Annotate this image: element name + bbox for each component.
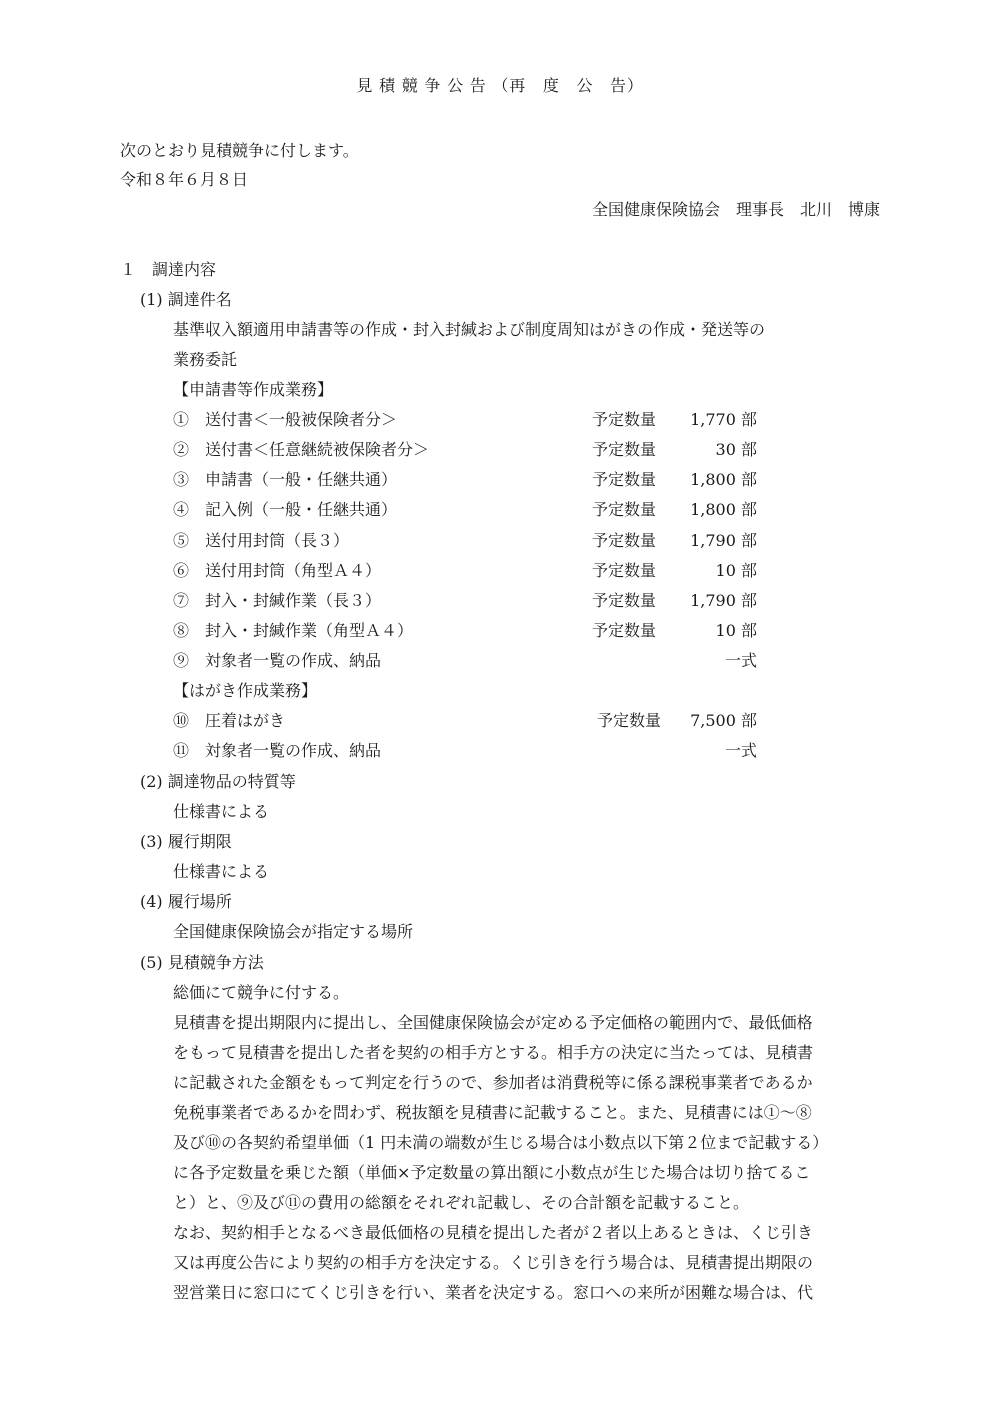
qty-value: 30 部 <box>715 440 757 459</box>
qty-value: 一式 <box>724 651 757 670</box>
paragraph-line: 翌営業日に窓口にてくじ引きを行い、業者を決定する。窓口への来所が困難な場合は、代 <box>173 1283 814 1302</box>
qty-value: 7,500 部 <box>690 711 757 730</box>
issuer-text: 全国健康保険協会 理事長 北川 博康 <box>591 200 880 219</box>
qty-value: 1,800 部 <box>690 470 757 489</box>
paragraph-line: をもって見積書を提出した者を契約の相手方とする。相手方の決定に当たっては、見積書 <box>173 1043 814 1062</box>
qty-value: 1,790 部 <box>690 531 757 550</box>
paragraph-line: 総価にて競争に付する。 <box>173 983 350 1002</box>
paragraph-line: 及び⑩の各契約希望単価（1 円未満の端数が生じる場合は小数点以下第２位まで記載する） <box>173 1133 829 1152</box>
item-label: ⑩ 圧着はがき <box>173 711 286 730</box>
group-heading: 【はがき作成業務】 <box>173 681 318 700</box>
paragraph-line: に各予定数量を乗じた額（単価×予定数量の算出額に小数点が生じた場合は切り捨てるこ <box>173 1163 811 1182</box>
paragraph-line: 見積書を提出期限内に提出し、全国健康保険協会が定める予定価格の範囲内で、最低価格 <box>173 1013 813 1032</box>
subsection-body: 仕様書による <box>173 862 270 881</box>
procurement-name: 業務委託 <box>173 350 238 369</box>
qty-label: 予定数量 <box>592 561 657 580</box>
item-label: ⑤ 送付用封筒（長３） <box>173 531 350 550</box>
paragraph-line: と）と、⑨及び⑪の費用の総額をそれぞれ記載し、その合計額を記載すること。 <box>173 1193 750 1212</box>
intro-text: 次のとおり見積競争に付します。 <box>120 141 359 160</box>
subsection-heading: (3) 履行期限 <box>140 832 232 851</box>
qty-value: 1,770 部 <box>690 410 757 429</box>
qty-label: 予定数量 <box>592 591 657 610</box>
group-heading: 【申請書等作成業務】 <box>173 380 334 399</box>
qty-label: 予定数量 <box>592 500 657 519</box>
item-label: ⑧ 封入・封緘作業（角型Ａ４） <box>173 621 414 640</box>
paragraph-line: 免税事業者であるかを問わず、税抜額を見積書に記載すること。また、見積書には①～⑧ <box>173 1103 812 1122</box>
qty-label: 予定数量 <box>592 470 657 489</box>
qty-value: 一式 <box>724 741 757 760</box>
qty-value: 1,800 部 <box>690 500 757 519</box>
item-label: ④ 記入例（一般・任継共通） <box>173 500 398 519</box>
subsection-heading: (2) 調達物品の特質等 <box>140 772 296 791</box>
subsection-body: 全国健康保険協会が指定する場所 <box>173 922 414 941</box>
item-label: ⑦ 封入・封緘作業（長３） <box>173 591 382 610</box>
qty-label: 予定数量 <box>592 531 657 550</box>
qty-label: 予定数量 <box>597 711 662 730</box>
qty-label: 予定数量 <box>592 621 657 640</box>
qty-label: 予定数量 <box>592 410 657 429</box>
page-title: 見 積 競 争 公 告 （再 度 公 告） <box>356 76 644 95</box>
subsection-heading: (4) 履行場所 <box>140 892 232 911</box>
qty-value: 10 部 <box>715 561 757 580</box>
item-label: ① 送付書＜一般被保険者分＞ <box>173 410 398 429</box>
item-label: ③ 申請書（一般・任継共通） <box>173 470 398 489</box>
paragraph-line: なお、契約相手となるべき最低価格の見積を提出した者が２者以上あるときは、くじ引き <box>173 1223 814 1242</box>
item-label: ⑨ 対象者一覧の作成、納品 <box>173 651 382 670</box>
qty-label: 予定数量 <box>592 440 657 459</box>
qty-value: 1,790 部 <box>690 591 757 610</box>
item-label: ⑪ 対象者一覧の作成、納品 <box>173 741 382 760</box>
subsection-heading: (5) 見積競争方法 <box>140 953 264 972</box>
item-label: ⑥ 送付用封筒（角型Ａ４） <box>173 561 382 580</box>
paragraph-line: 又は再度公告により契約の相手方を決定する。くじ引きを行う場合は、見積書提出期限の <box>173 1253 814 1272</box>
subsection-body: 仕様書による <box>173 802 270 821</box>
section-heading: １ 調達内容 <box>120 260 217 279</box>
qty-value: 10 部 <box>715 621 757 640</box>
procurement-name: 基準収入額適用申請書等の作成・封入封緘および制度周知はがきの作成・発送等の <box>173 320 766 339</box>
paragraph-line: に記載された金額をもって判定を行うので、参加者は消費税等に係る課税事業者であるか <box>173 1073 813 1092</box>
date-text: 令和８年６月８日 <box>120 170 249 189</box>
subsection-heading: (1) 調達件名 <box>140 290 232 309</box>
item-label: ② 送付書＜任意継続被保険者分＞ <box>173 440 430 459</box>
